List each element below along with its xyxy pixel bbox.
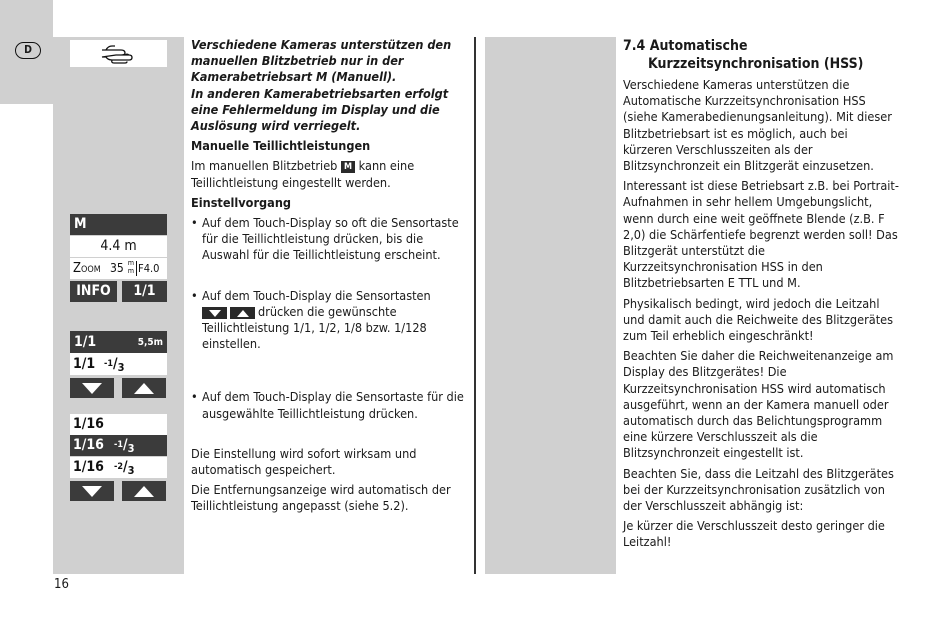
- zoom-unit: [127, 259, 135, 275]
- zoom-unit-bottom: m: [127, 267, 135, 275]
- power-row-2-exponent: $^{-1}/_3$: [114, 437, 135, 455]
- manual-flash-text: [191, 37, 471, 515]
- info-button: INFO: [70, 281, 117, 302]
- power-exponent: $^{-1}/_3$: [104, 356, 125, 374]
- power-range-bar: [70, 331, 167, 353]
- arrow-down-button: [70, 378, 114, 398]
- power-fraction: 1/1: [73, 356, 96, 372]
- closing-paragraph-1: Die Einstellung wird sofort wirksam und automatisch gespeichert.: [191, 445, 417, 478]
- distance-display: 4.4 m: [70, 236, 167, 257]
- power-value: 1/1: [74, 334, 97, 350]
- power-row-1-value: 1/16: [73, 416, 104, 432]
- manual-text-before: Im manuellen Blitzbetrieb: [191, 158, 338, 174]
- power-row-3-value: 1/16: [73, 459, 104, 475]
- zoom-divider: [136, 261, 137, 276]
- section-title-line-1: Automatische: [649, 38, 748, 54]
- hss-section: [623, 37, 899, 555]
- heading-procedure: Einstellvorgang: [191, 194, 291, 210]
- zoom-value: 35: [110, 261, 124, 275]
- hss-paragraph-5: Beachten Sie, dass die Leitzahl des Blitzgerätes bei der Kurzzeitsynchronisation zusätzlich von der Verschlusszeit abhängig ist:: [623, 465, 894, 514]
- arrow-down-button: [70, 481, 114, 501]
- column-divider: [474, 37, 476, 574]
- intro-note-2: In anderen Kamerabetriebsarten erfolgt eine Fehlermeldung im Display und die Auslösung wird verriegelt.: [191, 85, 449, 134]
- arrow-up-icon: [134, 383, 154, 394]
- note-box: [70, 40, 167, 67]
- manual-mode-key: M: [341, 161, 355, 173]
- zoom-label: Zoom: [73, 261, 101, 276]
- page-number: 16: [54, 577, 69, 592]
- arrow-up-button: [122, 481, 166, 501]
- power-row-3: [70, 457, 167, 478]
- bullet-step-3: • Auf dem Touch-Display die Sensortaste für die ausgewählte Teillichtleistung drücken.: [191, 389, 471, 421]
- section-title-line-2: Kurzzeitsynchronisation (HSS): [648, 56, 864, 72]
- zoom-unit-top: m: [127, 259, 135, 267]
- pointing-hand-icon: [99, 43, 139, 65]
- bullet-step-2-rest: drücken die gewünschte Teillichtleistung 1/1, 1/2, 1/8 bzw. 1/128 einstellen.: [202, 303, 427, 352]
- arrow-down-icon: [82, 486, 102, 497]
- section-title: [623, 37, 899, 73]
- power-row-3-exponent: $^{-2}/_3$: [114, 459, 135, 477]
- arrow-down-icon: [82, 383, 102, 394]
- heading-manual: Manuelle Teillichtleistungen: [191, 138, 371, 154]
- hss-paragraph-1: Verschiedene Kameras unterstützen die Automatische Kurzzeitsynchronisation HSS (siehe Kamerabedienungsanleitung). Mit dieser Blitzbetriebsart ist es möglich, auch bei kürzeren Verschlusszeiten als der Blitzsynchronzeit ein Blitzgerät einzusetzen.: [623, 77, 892, 174]
- zoom-display: [70, 258, 167, 279]
- hss-paragraph-6: Je kürzer die Verschlusszeit desto geringer die Leitzahl!: [623, 518, 885, 550]
- hss-paragraph-3: Physikalisch bedingt, wird jedoch die Leitzahl und damit auch die Reichweite des Blitzgerätes zum Teil erheblich eingeschränkt!: [623, 295, 894, 344]
- mode-indicator: M: [70, 214, 167, 235]
- arrow-up-icon: [237, 310, 249, 317]
- power-fraction-row: [70, 353, 167, 375]
- bullet-step-2-text: Auf dem Touch-Display die Sensortasten: [202, 287, 431, 303]
- power-row-1: [70, 414, 167, 435]
- aperture-value: F4.0: [138, 262, 160, 275]
- bullet-step-1: • Auf dem Touch-Display so oft die Sensortaste für die Teillichtleistung drücken, bis die Auswahl für die Teillichtleistung erscheint.: [191, 215, 471, 264]
- hss-paragraph-2: Interessant ist diese Betriebsart z.B. bei Portrait-Aufnahmen in sehr hellem Umgebungslicht, wenn durch eine weit geöffnete Blende (z.B. F 2,0) die Schärfentiefe begrenzt werden soll! Das Blitzgerät unterstützt die Kurzzeitsynchronisation HSS in den Blitzbetriebsarten E TTL und M.: [623, 178, 899, 291]
- section-number: 7.4: [623, 38, 646, 54]
- range-value: 5,5m: [137, 337, 163, 348]
- arrow-up-icon: [134, 486, 154, 497]
- inline-arrow-down: [202, 307, 227, 319]
- manual-paragraph: [191, 158, 471, 190]
- inline-arrow-up: [230, 307, 255, 319]
- arrow-up-button: [122, 378, 166, 398]
- bullet-step-2: [191, 288, 471, 353]
- intro-note-1: Verschiedene Kameras unterstützen den manuellen Blitzbetrieb nur in der Kamerabetriebsart M (Manuell).: [191, 37, 452, 85]
- right-illustration-column: [485, 37, 616, 574]
- closing-paragraph-2: Die Entfernungsanzeige wird automatisch der Teillichtleistung angepasst (siehe 5.2).: [191, 482, 451, 514]
- power-button: 1/1: [122, 281, 167, 302]
- manual-text-after: kann eine Teillichtleistung eingestellt werden.: [191, 158, 415, 190]
- power-row-2-value: 1/16: [73, 437, 104, 453]
- hss-paragraph-4: Beachten Sie daher die Reichweitenanzeige am Display des Blitzgerätes! Die Kurzzeitsynchronisation HSS wird automatisch ausgeführt, wenn an der Kamera manuell oder automatisch durch das Belichtungsprogramm eine kürzere Verschlusszeit als die Blitzsynchronzeit eingestellt ist.: [623, 348, 894, 461]
- arrow-down-icon: [209, 310, 221, 317]
- language-badge: D: [15, 42, 41, 59]
- power-row-2: [70, 435, 167, 456]
